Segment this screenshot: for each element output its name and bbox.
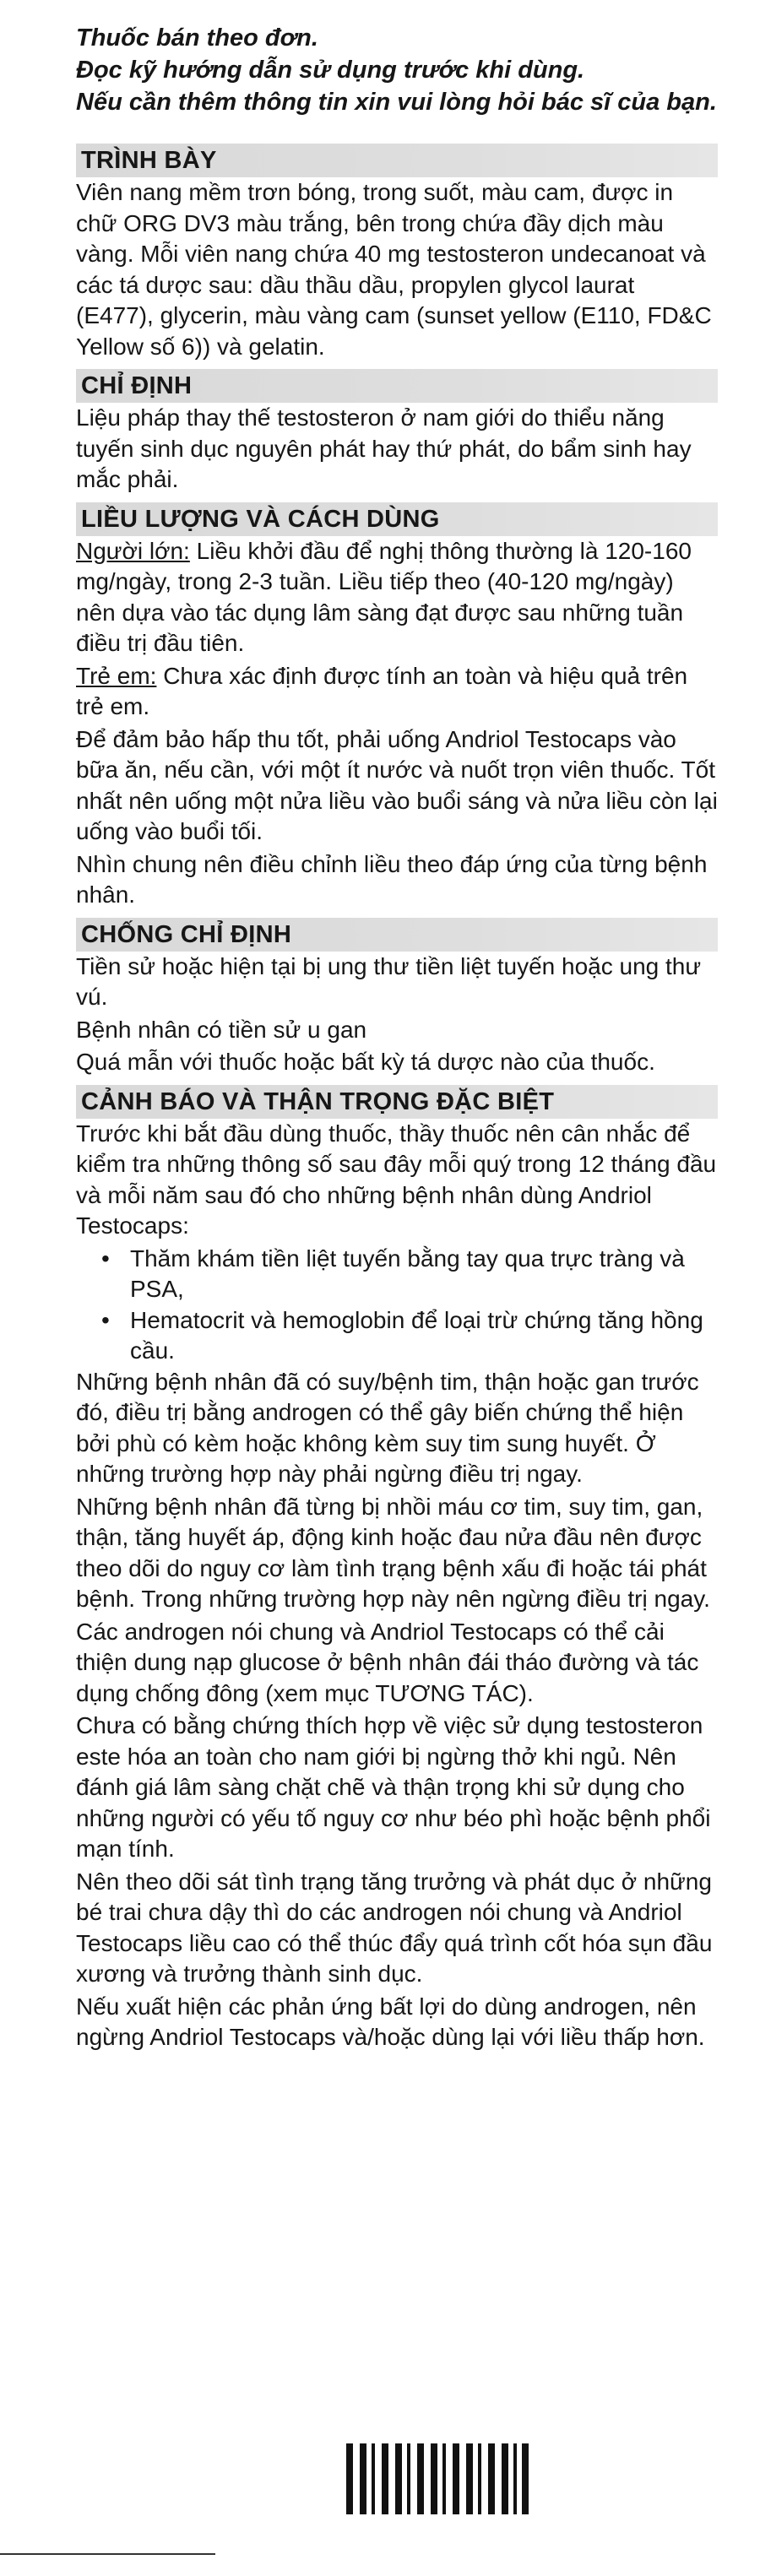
bullet-icon: • xyxy=(101,1245,110,1272)
list-item xyxy=(76,1244,718,1305)
dosage-child-text: Chưa xác định được tính an toàn và hiệu quả trên trẻ em. xyxy=(76,662,688,719)
dosage-adult-label: Người lớn: xyxy=(76,537,190,564)
warnings-monitoring-paragraph: Trước khi bắt đầu dùng thuốc, thầy thuốc nên cân nhắc để kiểm tra những thông số sau đây mỗi quý trong 12 tháng đầu và mỗi năm sau đó cho những bệnh nhân dùng Andriol Testocaps: xyxy=(76,1120,717,1239)
section-heading-indications: CHỈ ĐỊNH xyxy=(76,369,718,403)
section-heading-presentation: TRÌNH BÀY xyxy=(76,144,718,177)
section-body-presentation xyxy=(76,177,718,362)
list-item xyxy=(76,1305,718,1367)
barcode-icon xyxy=(346,2443,529,2514)
leaflet-page xyxy=(76,0,718,2055)
intro-line-ask-doctor: Nếu cần thêm thông tin xin vui lòng hỏi bác sĩ của bạn. xyxy=(76,89,717,116)
intro-notice xyxy=(76,22,718,118)
section-body-indications xyxy=(76,403,718,496)
section-heading-dosage: LIỀU LƯỢNG VÀ CÁCH DÙNG xyxy=(76,502,718,536)
warnings-heart-paragraph: Những bệnh nhân đã có suy/bệnh tim, thận hoặc gan trước đó, điều trị bằng androgen có thể gây biến chứng thể hiện bởi phù có kèm hoặc không kèm suy tim sung huyết. Ở những trường hợp này phải ngừng điều trị ngay. xyxy=(76,1368,699,1487)
indications-paragraph: Liệu pháp thay thế testosteron ở nam giới do thiểu năng tuyến sinh dục nguyên phát hay thứ phát, do bẩm sinh hay mắc phải. xyxy=(76,404,692,492)
dosage-adult-paragraph xyxy=(76,536,718,659)
contraindication-cancer: Tiền sử hoặc hiện tại bị ung thư tiền liệt tuyến hoặc ung thư vú. xyxy=(76,952,702,1010)
section-heading-warnings: CẢNH BÁO VÀ THẬN TRỌNG ĐẶC BIỆT xyxy=(76,1085,718,1119)
contraindication-liver-tumor: Bệnh nhân có tiền sử u gan xyxy=(76,1016,367,1043)
dosage-child-label: Trẻ em: xyxy=(76,662,157,689)
bullet-icon: • xyxy=(101,1306,110,1333)
warnings-history-paragraph: Những bệnh nhân đã từng bị nhồi máu cơ tim, suy tim, gan, thận, tăng huyết áp, động kinh hoặc đau nửa đầu nên được theo dõi do nguy cơ làm tình trạng bệnh xấu đi hoặc tái phát bệnh. Trong những trường hợp này nên ngừng điều trị ngay. xyxy=(76,1493,710,1612)
intro-line-read-instructions: Đọc kỹ hướng dẫn sử dụng trước khi dùng. xyxy=(76,57,585,84)
section-body-dosage xyxy=(76,536,718,911)
warnings-sleep-apnea-paragraph: Chưa có bằng chứng thích hợp về việc sử dụng testosteron este hóa an toàn cho nam giới bị ngừng thở khi ngủ. Nên đánh giá lâm sàng chặt chẽ và thận trọng khi sử dụng cho những người có yếu tố nguy cơ như béo phì hoặc bệnh phổi mạn tính. xyxy=(76,1712,711,1862)
warnings-adverse-paragraph: Nếu xuất hiện các phản ứng bất lợi do dùng androgen, nên ngừng Andriol Testocaps và/hoặc dùng lại với liều thấp hơn. xyxy=(76,1993,705,2050)
intro-line-prescription: Thuốc bán theo đơn. xyxy=(76,24,318,52)
dosage-administration-paragraph: Để đảm bảo hấp thu tốt, phải uống Andriol Testocaps vào bữa ăn, nếu cần, với một ít nước và nuốt trọn viên thuốc. Tốt nhất nên uống một nửa liều vào buổi sáng và nửa liều còn lại uống vào buổi tối. xyxy=(76,725,718,844)
dosage-adjustment-paragraph: Nhìn chung nên điều chỉnh liều theo đáp ứng của từng bệnh nhân. xyxy=(76,850,708,908)
bottom-divider xyxy=(0,2553,215,2555)
checklist-prostate: Thăm khám tiền liệt tuyến bằng tay qua trực tràng và PSA, xyxy=(130,1245,685,1302)
presentation-paragraph: Viên nang mềm trơn bóng, trong suốt, màu cam, được in chữ ORG DV3 màu trắng, bên trong chứa đầy dịch màu vàng. Mỗi viên nang chứa 40 mg testosteron undecanoat và các tá dược sau: dầu thầu dầu, propylen glycol laurat (E477), glycerin, màu vàng cam (sunset yellow (E110, FD&C Yellow số 6)) và gelatin. xyxy=(76,179,712,360)
checklist-hematocrit: Hematocrit và hemoglobin để loại trừ chứng tăng hồng cầu. xyxy=(130,1306,703,1364)
warnings-checklist xyxy=(76,1244,718,1367)
contraindication-hypersensitivity: Quá mẫn với thuốc hoặc bất kỳ tá dược nào của thuốc. xyxy=(76,1049,655,1075)
dosage-child-paragraph xyxy=(76,661,718,723)
warnings-boys-paragraph: Nên theo dõi sát tình trạng tăng trưởng và phát dục ở những bé trai chưa dậy thì do các androgen nói chung và Andriol Testocaps liều cao có thể thúc đẩy quá trình cốt hóa sụn đầu xương và trưởng thành sinh dục. xyxy=(76,1868,713,1987)
section-heading-contraindications: CHỐNG CHỈ ĐỊNH xyxy=(76,918,718,952)
section-body-contraindications xyxy=(76,952,718,1078)
section-body-warnings xyxy=(76,1119,718,2053)
warnings-glucose-paragraph: Các androgen nói chung và Andriol Testocaps có thể cải thiện dung nạp glucose ở bệnh nhân đái tháo đường và tác dụng chống đông (xem mục TƯƠNG TÁC). xyxy=(76,1618,699,1706)
dosage-adult-text: Liều khởi đầu để nghị thông thường là 120-160 mg/ngày, trong 2-3 tuần. Liều tiếp theo (40-120 mg/ngày) nên dựa vào tác dụng lâm sàng đạt được sau những tuần điều trị đầu tiên. xyxy=(76,537,692,656)
